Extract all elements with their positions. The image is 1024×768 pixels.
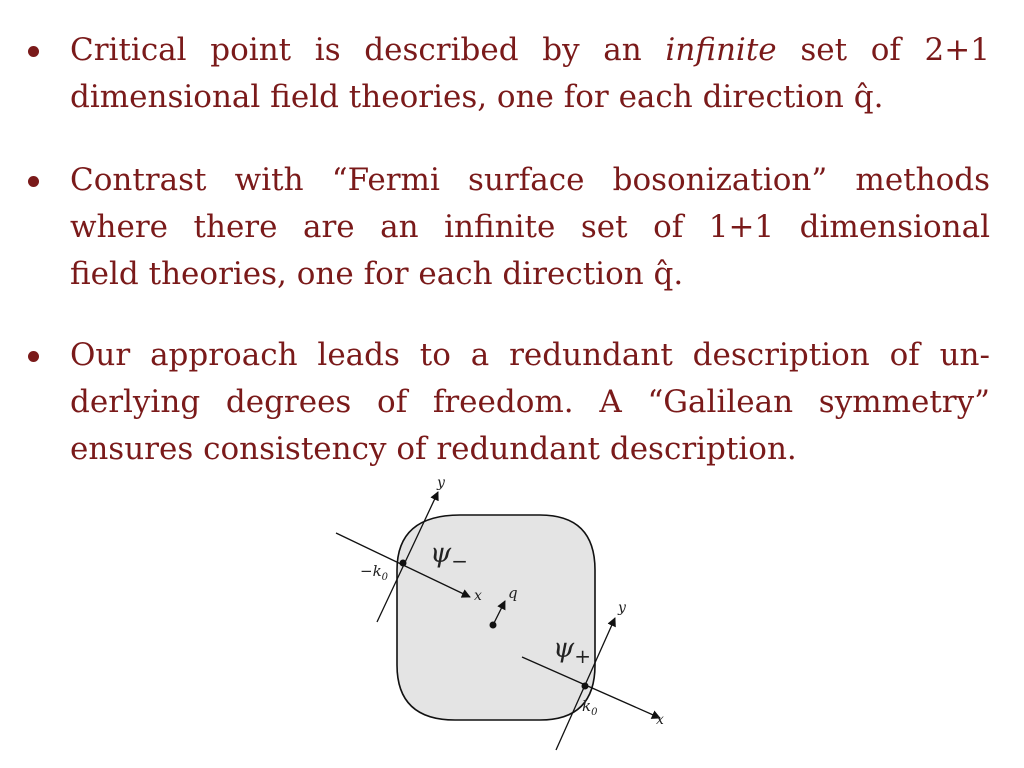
fermi-surface [397, 515, 595, 720]
y-label-upper: y [437, 475, 445, 491]
y-label-lower: y [618, 600, 626, 616]
bullet-3-line-2: derlying degrees of freedom. A “Galilean symmetry” [70, 384, 990, 420]
psi-plus-label: $\psi_+$ [553, 633, 591, 668]
q-vector-label: q [508, 584, 518, 602]
x-label-lower: x [656, 712, 664, 728]
x-label-upper: x [474, 588, 482, 604]
bullet-2-line-3: field theories, one for each direction q̂. [70, 256, 684, 292]
k0-label: $k_0$ [582, 697, 598, 718]
point-k0 [582, 683, 589, 690]
bullet-3-line-3: ensures consistency of redundant description. [70, 431, 797, 467]
bullet-3-line-1: Our approach leads to a redundant description of un- [70, 337, 990, 373]
psi-minus-label: $\psi_-$ [430, 538, 468, 573]
bullet-1-line-2: dimensional field theories, one for each direction q̂. [70, 79, 884, 115]
bullet-2-line-2: where there are an infinite set of 1+1 dimensional [70, 209, 990, 245]
bullet-2-line-1: Contrast with “Fermi surface bosonization” methods [70, 162, 990, 198]
point-minus-k0 [400, 560, 407, 567]
minus-k0-label: $-k_0$ [360, 562, 389, 583]
bullet-1-emphasis: infinite [665, 32, 777, 68]
bullet-1-text-a: Critical point is described by an [70, 32, 666, 68]
bullet-1-text-b: set of 2+1 [776, 32, 990, 68]
